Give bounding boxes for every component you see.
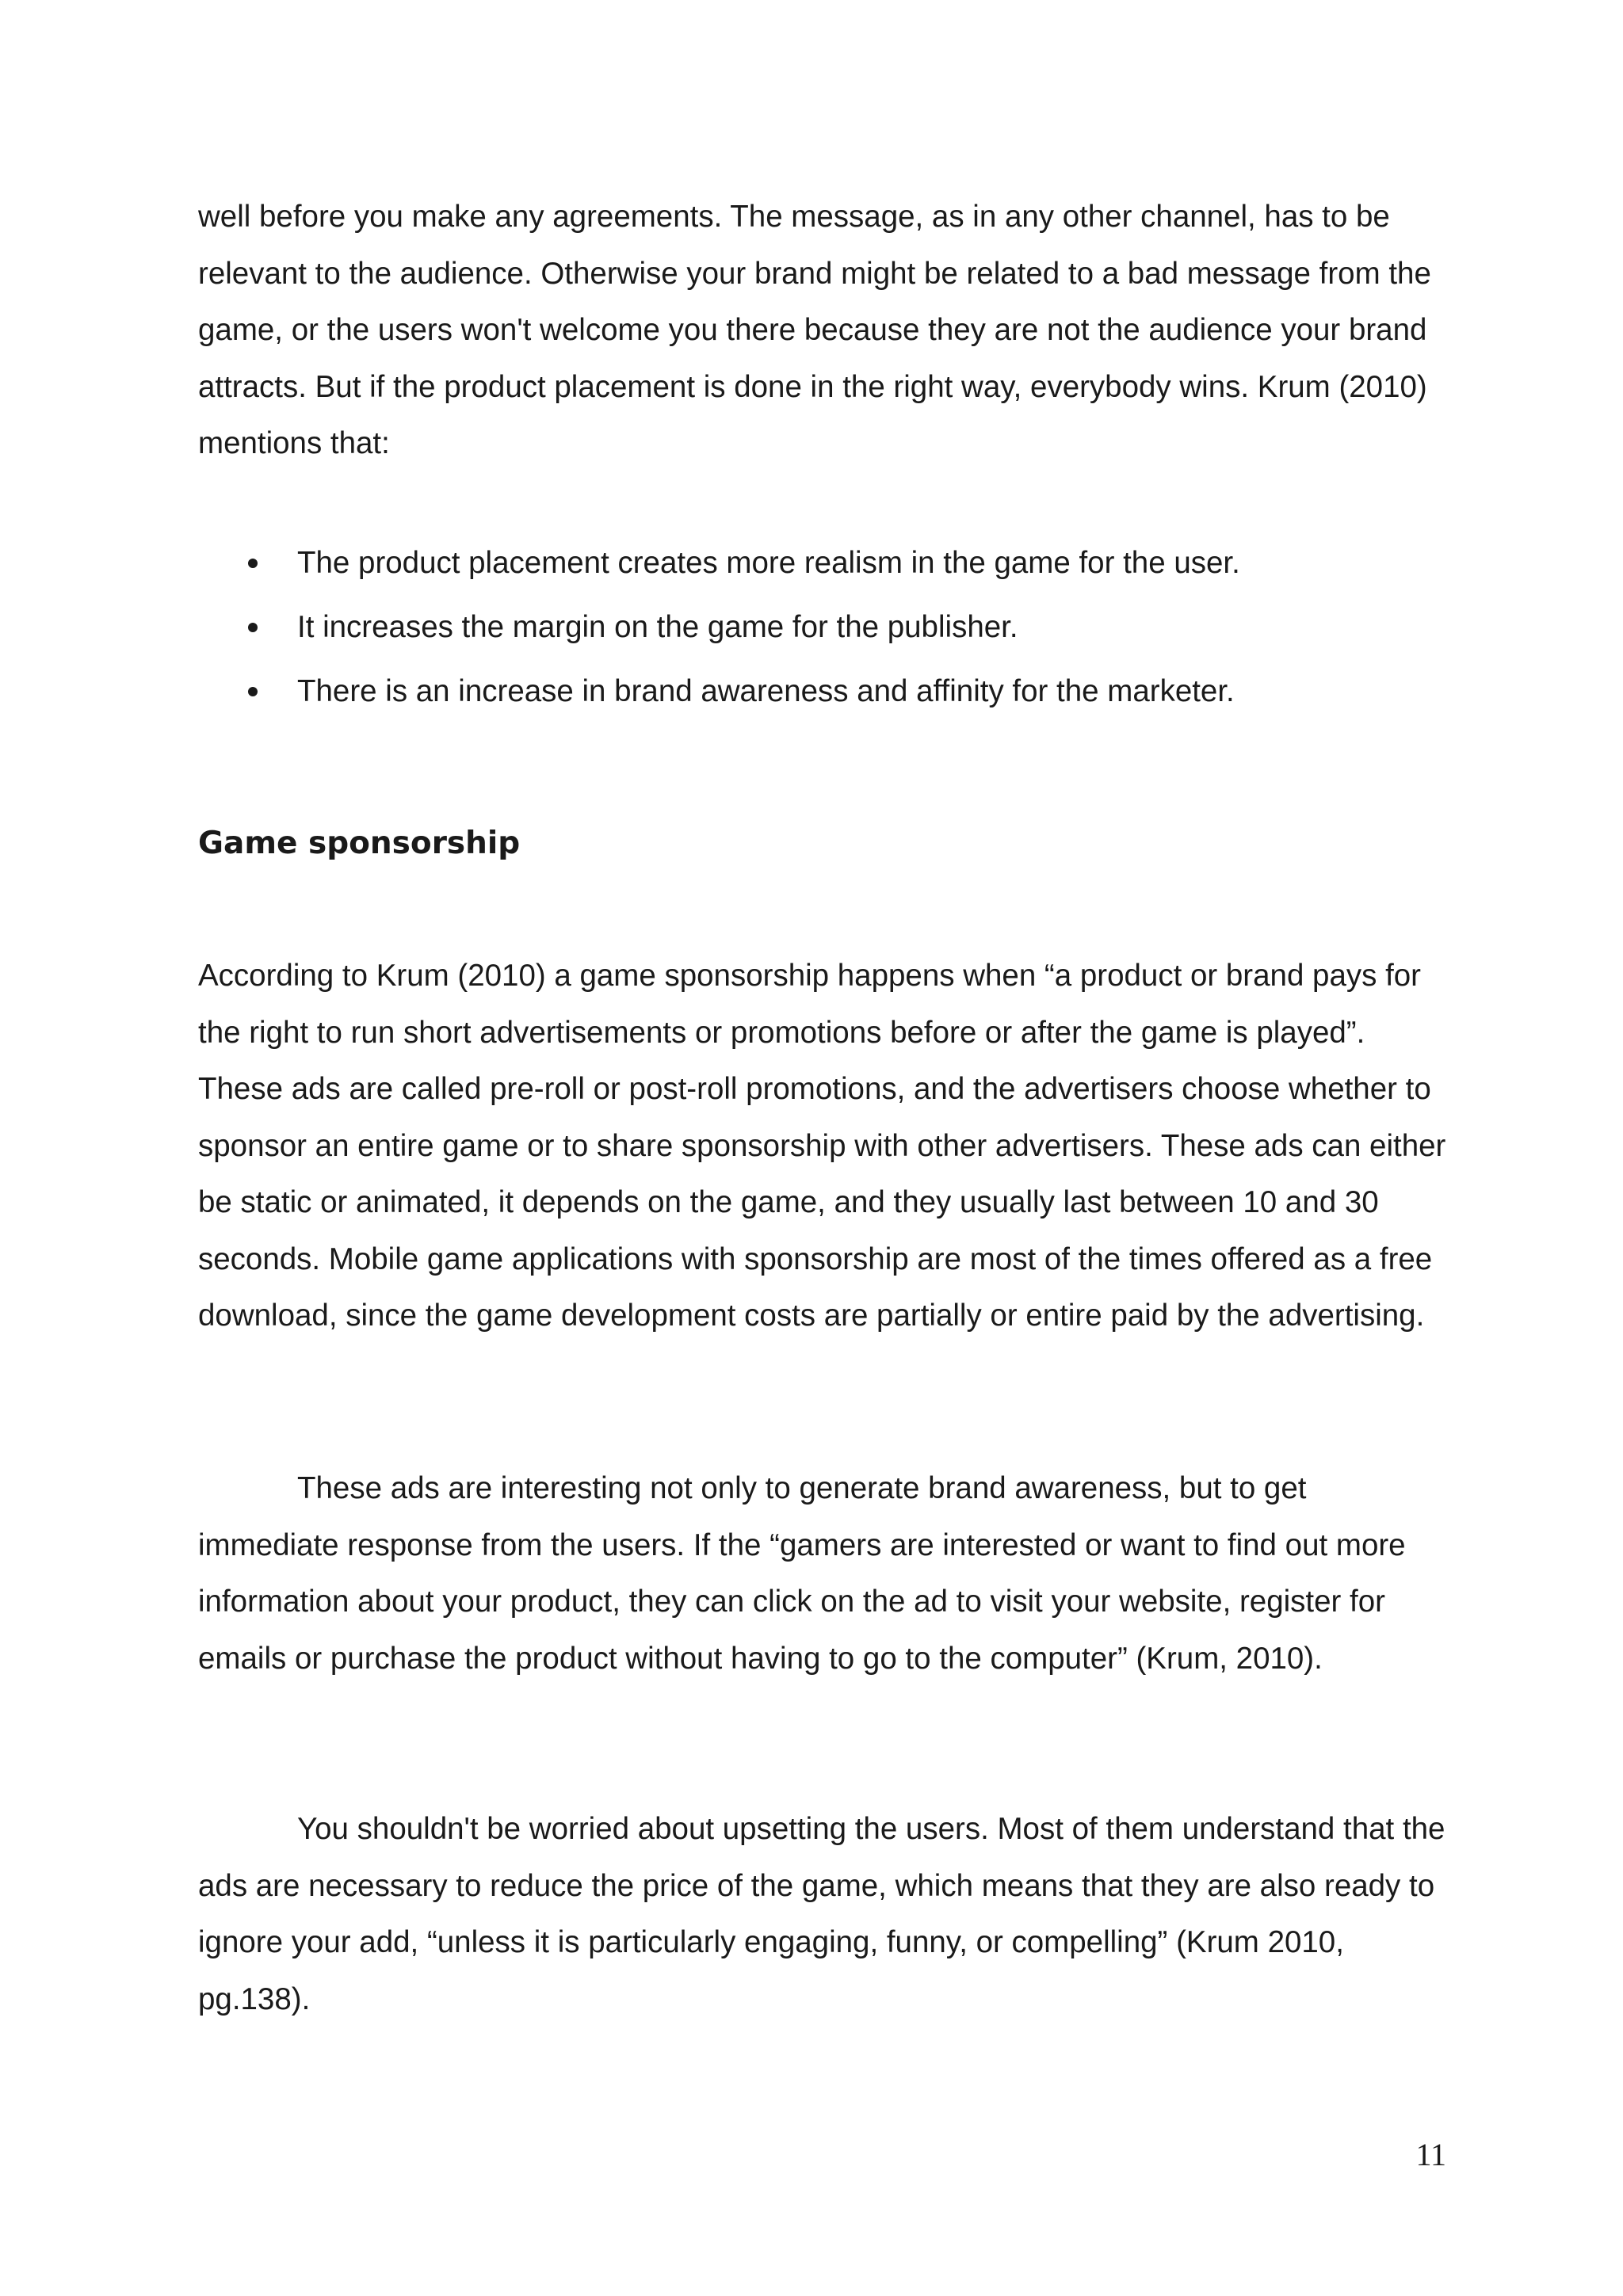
section-heading: Game sponsorship [198,826,521,861]
page-number: 11 [1415,2137,1446,2172]
list-item-text: There is an increase in brand awareness and affinity for the marketer. [297,674,1235,708]
sponsorship-paragraph-block-3 [198,1801,1446,2027]
intro-paragraph-block [198,189,1446,472]
list-item [198,531,1446,595]
intro-paragraph: well before you make any agreements. The message, as in any other channel, has to be relevant to the audience. Otherwise your brand might be related to a bad message from the game, or the users won't welcome you there because they are not the audience your brand attracts. But if the product placement is done in the right way, everybody wins. Krum (2010) mentions that: [198,200,1431,460]
bullet-icon [248,623,258,632]
list-item-text: It increases the margin on the game for the publisher. [297,610,1018,644]
sponsorship-paragraph-block-2 [198,1460,1446,1687]
bullet-icon [248,559,258,568]
list-item [198,659,1446,723]
sponsorship-paragraph-3: You shouldn't be worried about upsetting the users. Most of them understand that the ads are necessary to reduce the price of the game, which means that they are also ready to ignore your add, “unless it is particularly engaging, funny, or compelling” (Krum 2010, pg.138). [198,1812,1445,2016]
sponsorship-paragraph-block-1 [198,948,1446,1344]
list-item-text: The product placement creates more realism in the game for the user. [297,546,1240,580]
bullet-icon [248,687,258,696]
sponsorship-paragraph-1: According to Krum (2010) a game sponsorship happens when “a product or brand pays for the right to run short advertisements or promotions before or after the game is played”. These ads are called pre-roll or post-roll promotions, and the advertisers choose whether to sponsor an entire game or to share sponsorship with other advertisers. These ads can either be static or animated, it depends on the game, and they usually last between 10 and 30 seconds. Mobile game applications with sponsorship are most of the times offered as a free download, since the game development costs are partially or entire paid by the advertising. [198,959,1446,1333]
benefits-list [198,531,1446,723]
sponsorship-paragraph-2: These ads are interesting not only to generate brand awareness, but to get immediate response from the users. If the “gamers are interested or want to find out more information about your product, they can click on the ad to visit your website, register for emails or purchase the product without having to go to the computer” (Krum, 2010). [198,1471,1406,1676]
list-item [198,595,1446,659]
